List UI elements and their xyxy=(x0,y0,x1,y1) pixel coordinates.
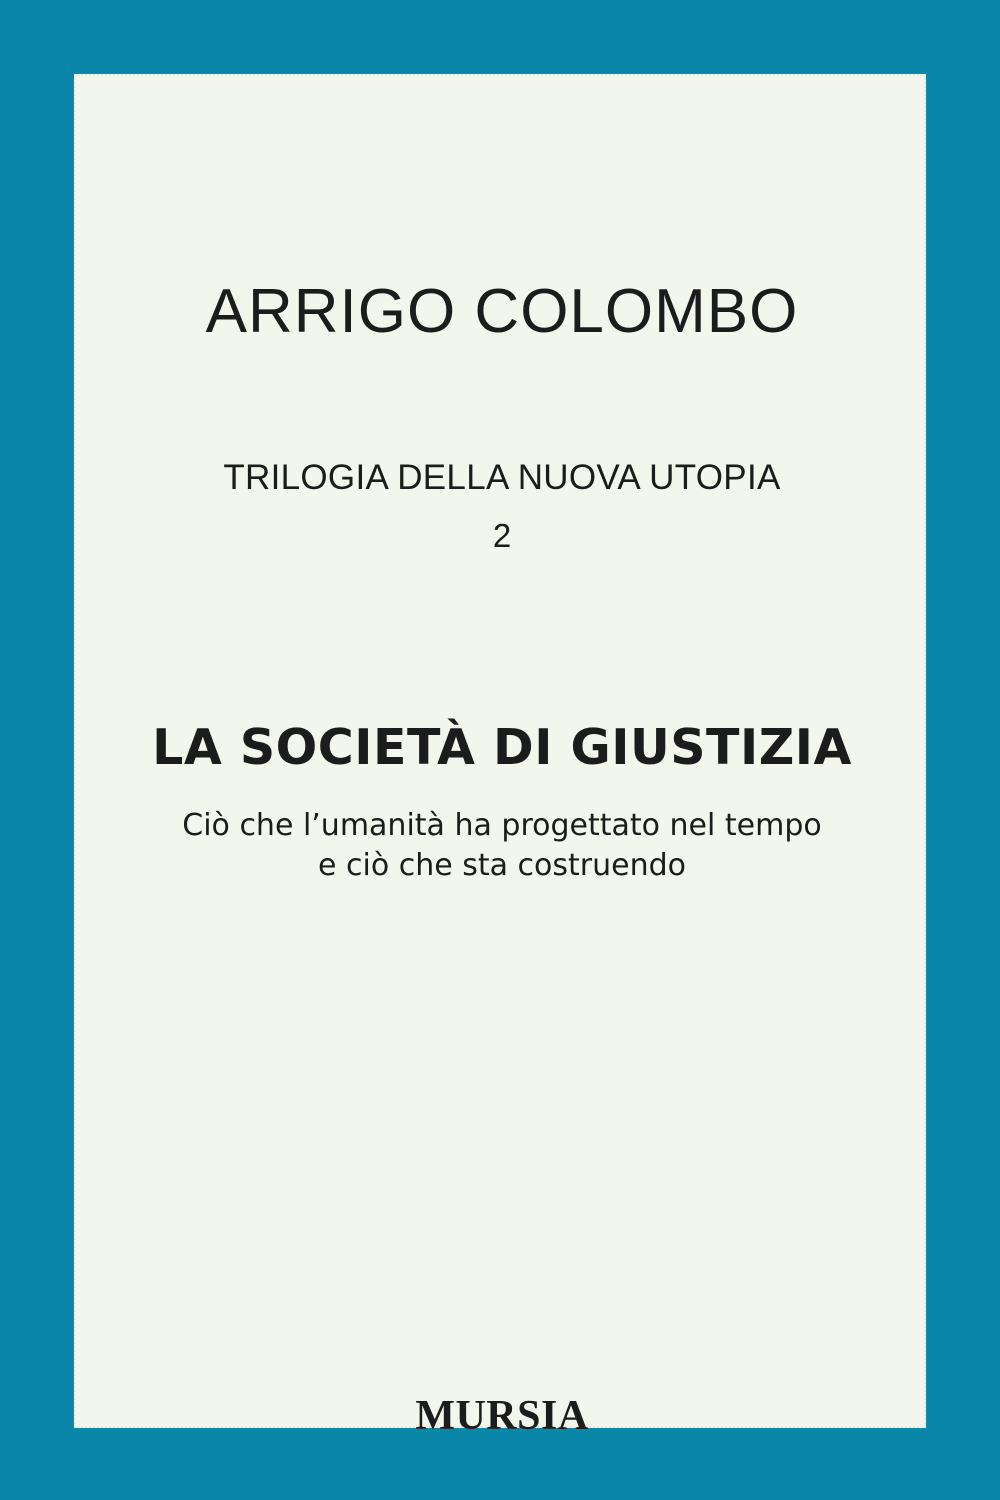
publisher-name: MURSIA xyxy=(415,1393,589,1439)
cover-panel xyxy=(74,74,926,1439)
author-name: ARRIGO COLOMBO xyxy=(205,277,799,346)
volume-number: 2 xyxy=(492,517,512,554)
book-subtitle xyxy=(76,806,928,886)
subtitle-line-2: e ciò che sta costruendo xyxy=(318,848,686,883)
subtitle-line-1: Ciò che l’umanità ha progettato nel tempo xyxy=(182,808,822,843)
book-title: LA SOCIETÀ DI GIUSTIZIA xyxy=(152,719,852,776)
series-title: TRILOGIA DELLA NUOVA UTOPIA xyxy=(223,458,781,497)
